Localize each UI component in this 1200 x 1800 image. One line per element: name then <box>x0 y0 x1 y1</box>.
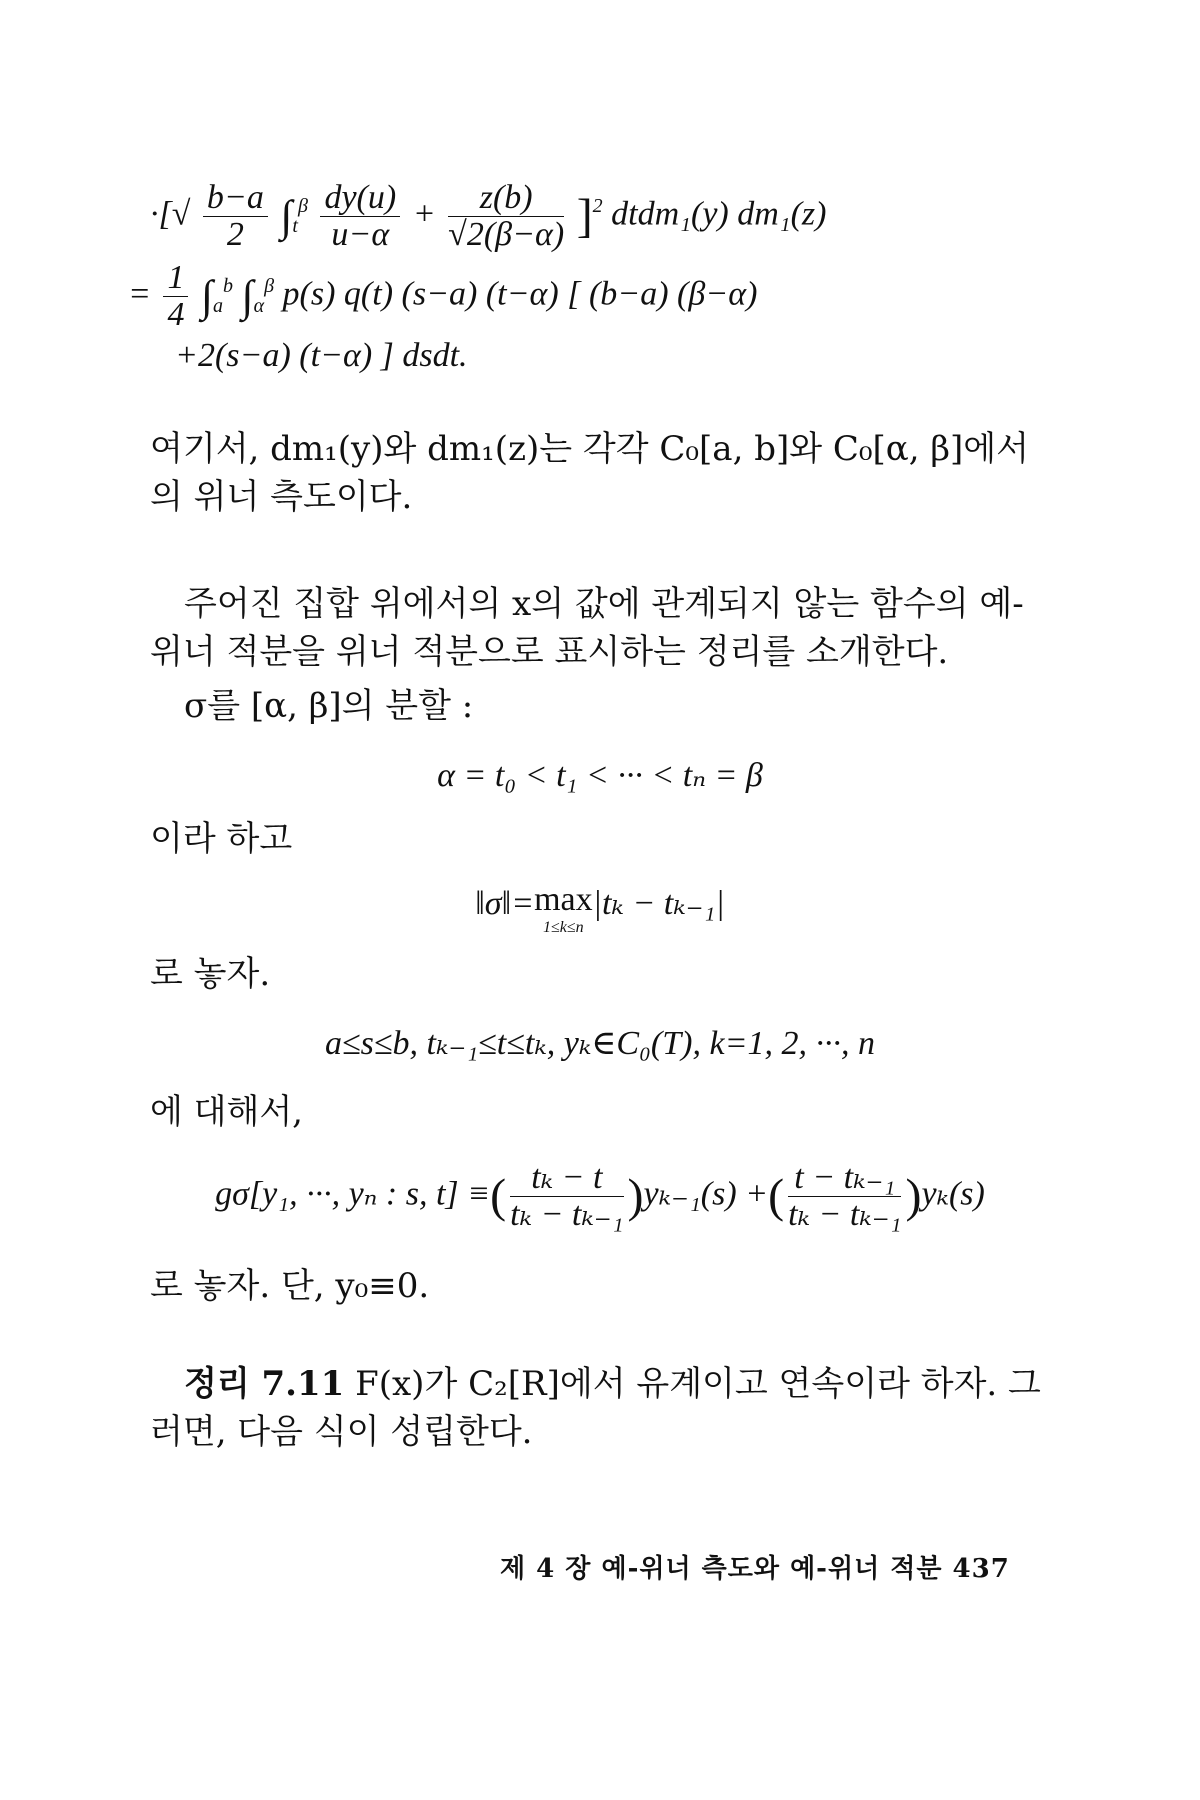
plus-sign: + <box>412 195 436 233</box>
page-footer: 제 4 장 예-위너 측도와 예-위너 적분 437 <box>500 1554 1010 1584</box>
formula-line-2 <box>128 260 1028 333</box>
integral-sign: ∫ <box>200 271 214 321</box>
exponent: 2 <box>592 194 603 217</box>
equation-norm: ‖σ‖= max 1≤k≤n |tₖ − tₖ₋₁| <box>475 881 725 936</box>
formula-line-1 <box>150 179 1050 253</box>
formula-tail: dtdm₁(y) dm₁(z) <box>611 195 827 233</box>
integral-upper-limit: b <box>223 274 234 297</box>
paragraph-measure-description: 여기서, dm₁(y)와 dm₁(z)는 각각 C₀[a, b]와 C₀[α, β]에서의 위너 측도이다. <box>150 429 1029 517</box>
integral-upper-limit: β <box>297 194 308 217</box>
max-operator: max <box>534 881 593 918</box>
fraction-dy-over-u-minus-alpha: $\frac{dy(u)}{u-\alpha}$ <box>320 180 400 253</box>
bracket-close: ] <box>576 189 593 243</box>
formula-line-3: +2(s−a) (t−α) ] dsdt. <box>175 337 468 374</box>
integral-sign: ∫ <box>280 191 293 241</box>
paragraph-set: 로 놓자. <box>150 954 271 994</box>
integral-sign: ∫ <box>241 271 254 321</box>
max-subscript: 1≤k≤n <box>543 919 584 936</box>
theorem-text: F(x)가 C₂[R]에서 유계이고 연속이라 하자. 그러면, 다음 식이 성립한다. <box>150 1364 1041 1452</box>
integral-lower-limit: α <box>253 295 265 318</box>
paragraph-for: 에 대해서, <box>150 1092 303 1132</box>
paragraph-partition: σ를 [α, β]의 분할 : <box>184 686 474 726</box>
integral-upper-limit: β <box>264 274 275 297</box>
bracket-open: ·[√ <box>150 195 191 233</box>
equals-sign: = <box>128 275 151 313</box>
paragraph-set-y0: 로 놓자. 단, y₀≡0. <box>150 1266 430 1306</box>
paragraph-intro: 주어진 집합 위에서의 x의 값에 관계되지 않는 함수의 예-위너 적분을 위너 적분으로 표시하는 정리를 소개한다. <box>150 584 1024 672</box>
fraction-one-quarter: $\frac{1}{4}$ <box>163 260 188 333</box>
integral-lower-limit: a <box>213 295 224 318</box>
theorem-7-11 <box>150 1360 1050 1456</box>
fraction-zb-over-root: $\frac{z(b)}{√2(\beta-\alpha)}$ <box>448 179 565 253</box>
equation-partition: α = t₀ < t₁ < ··· < tₙ = β <box>437 757 763 794</box>
fraction-g1: $\frac{\text{tₖ − t}}{\text{tₖ − tₖ₋₁}}$ <box>510 1159 624 1233</box>
fraction-b-minus-a-over-2: $\frac{b-a}{2}$ <box>203 180 268 253</box>
paragraph-let: 이라 하고 <box>150 819 293 859</box>
formula-body: p(s) q(t) (s−a) (t−α) [ (b−a) (β−α) <box>282 275 758 313</box>
equation-conditions: a≤s≤b, tₖ₋₁≤t≤tₖ, yₖ∈C₀(T), k=1, 2, ···, n <box>324 1025 876 1062</box>
theorem-label: 정리 7.11 <box>184 1364 345 1404</box>
equation-g-sigma: gσ[y₁, ···, yₙ : s, t] ≡( $\frac{\text{tₖ − t}}{\text{tₖ − tₖ₋₁}}$ )yₖ₋₁(s) +( $\frac{\text{t − tₖ₋₁}}{\text{tₖ − tₖ₋₁}}$ )yₖ(s) <box>215 1159 985 1233</box>
fraction-g2: $\frac{\text{t − tₖ₋₁}}{\text{tₖ − tₖ₋₁}}$ <box>788 1159 902 1233</box>
integral-lower-limit: t <box>292 215 298 238</box>
